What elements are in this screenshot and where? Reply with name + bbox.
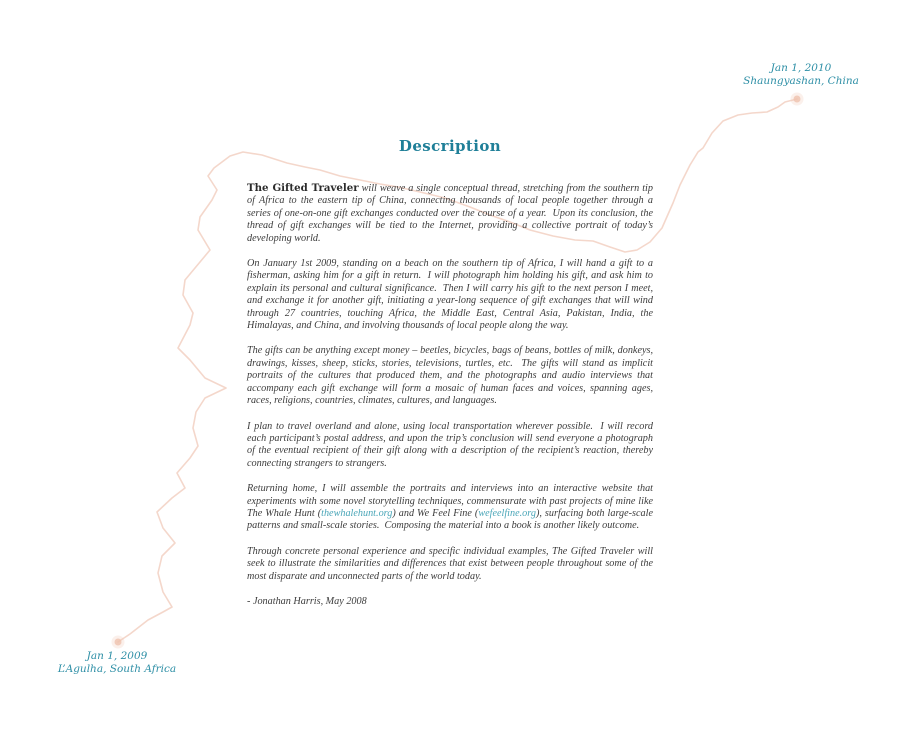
waypoint-south-africa [58,650,176,676]
paragraph-overview [247,182,656,245]
description-section [247,137,656,621]
websites-text-2: ) and We Feel Fine ( [392,507,479,519]
waypoint-china-date: Jan 1, 2010 [770,62,832,74]
paragraph-gifts: The gifts can be anything except money – beetles, bicycles, bags of beans, bottles of milk, donkeys, drawings, kisses, sheep, sticks, stories, televisions, turtles, etc. The gifts will stand as implicit portraits of the cultures that produced them, and the photographs and audio interviews that accompany each gift exchange will form a mosaic of human faces and voices, spanning ages, races, religions, countries, climates, cultures, and languages. [247,345,656,407]
paragraph-travel-plan: I plan to travel overland and alone, using local transportation wherever possible. I will record each participant’s postal address, and upon the trip’s conclusion will send everyone a photograph of the eventual recipient of their gift along with a description of the recipient’s reaction, thereby connecting strangers to strangers. [247,420,656,469]
waypoint-china [743,62,859,88]
route-start-marker [115,639,122,646]
route-start-marker-glow [112,636,125,649]
route-end-marker [794,96,801,103]
project-name-lead: The Gifted Traveler [247,182,359,194]
paragraph-overview-text: will weave a single conceptual thread, stretching from the southern tip of Africa to the eastern tip of China, connecting thousands of local people together through a series of one-on-one gift exchanges conducted over the course of a year. Upon its conclusion, the thread of gift exchanges will be tied to the Internet, providing a collective portrait of today’s developing world. [247,183,656,244]
websites-text-1: Returning home, I will assemble the portraits and interviews into an interactive website that experiments with some novel storytelling techniques, commensurate with past projects of mine like The Whale Hunt ( [247,483,656,519]
page-title: Description [398,137,502,155]
waypoint-south-africa-place: L’Agulha, South Africa [57,663,177,675]
paragraph-websites [247,483,656,533]
waypoint-south-africa-date: Jan 1, 2009 [86,650,148,662]
signature: - Jonathan Harris, May 2008 [247,595,367,607]
thewhalehunt-link[interactable]: thewhalehunt.org [321,507,393,519]
websites-text-3: ), surfacing both large-scale patterns and small-scale stories. Composing the material into a book is another likely outcome. [247,507,656,532]
route-end-marker-glow [791,93,804,106]
waypoint-china-place: Shaungyashan, China [743,75,859,87]
paragraph-purpose: Through concrete personal experience and specific individual examples, The Gifted Traveler will seek to illustrate the similarities and differences that exist between people throughout some of the most disparate and unconnected parts of the world today. [247,545,656,582]
wefeelfine-link[interactable]: wefeelfine.org [478,507,536,519]
paragraph-journey-start: On January 1st 2009, standing on a beach on the southern tip of Africa, I will hand a gift to a fisherman, asking him for a gift in return. I will photograph him holding his gift, and ask him to explain its personal and cultural significance. Then I will carry his gift to the next person I meet, and exchange it for another gift, initiating a year-long sequence of gift exchanges that will wind through 27 countries, touching Africa, the Middle East, Central Asia, Pakistan, India, the Himalayas, and China, and involving thousands of local people along the way. [247,258,656,332]
